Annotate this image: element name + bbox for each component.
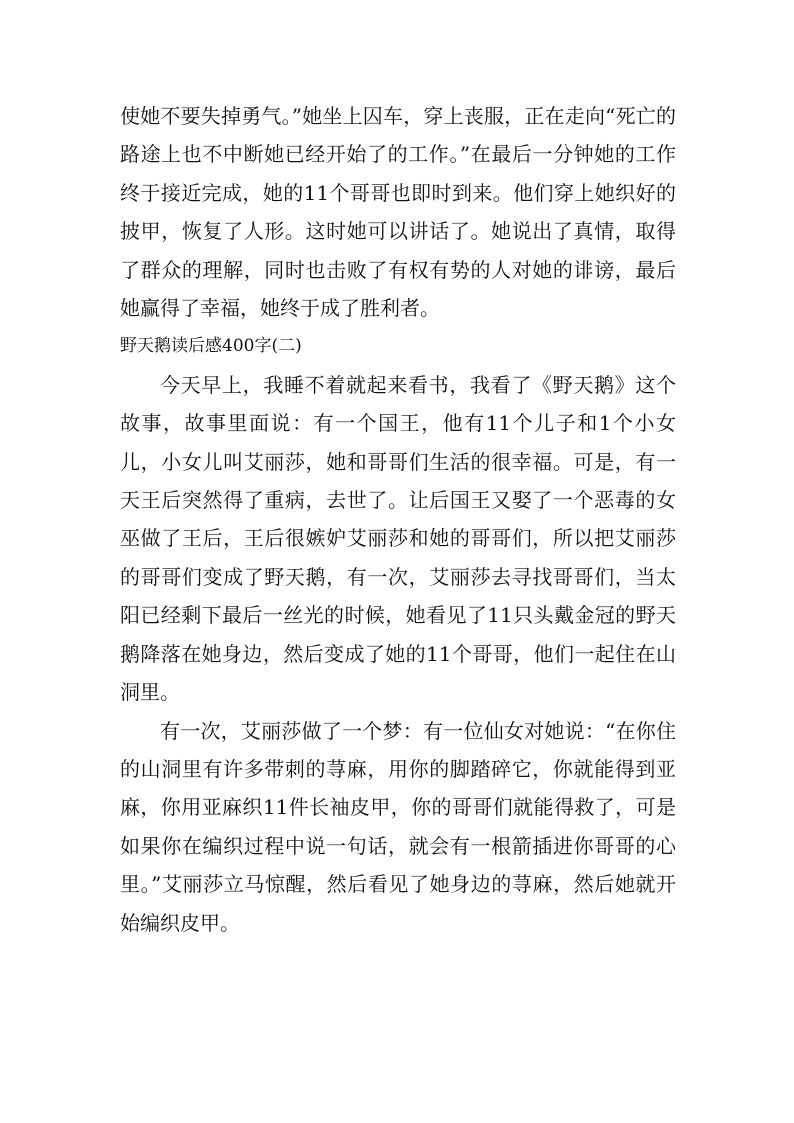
continuation-paragraph: 使她不要失掉勇气。”她坐上囚车，穿上丧服，正在走向“死亡的路途上也不中断她已经开始了的工作。”在最后一分钟她的工作终于接近完成，她的11个哥哥也即时到来。他们穿上她织好的披甲，恢复了人形。这时她可以讲话了。她说出了真情，取得了群众的理解，同时也击败了有权有势的人对她的诽谤，最后她赢得了幸福，她终于成了胜利者。 [120,104,676,321]
body-paragraph-2: 有一次，艾丽莎做了一个梦：有一位仙女对她说：“在你住的山洞里有许多带刺的荨麻，用你的脚踏碎它，你就能得到亚麻，你用亚麻织11件长袖皮甲，你的哥哥们就能得救了，可是如果你在编织过程中说一句话，就会有一根箭插进你哥哥的心里。”艾丽莎立马惊醒，然后看见了她身边的荨麻，然后她就开始编织皮甲。 [120,718,676,935]
body-paragraph-1: 今天早上，我睡不着就起来看书，我看了《野天鹅》这个故事，故事里面说：有一个国王，他有11个儿子和1个小女儿，小女儿叫艾丽莎，她和哥哥们生活的很幸福。可是，有一天王后突然得了重病，去世了。让后国王又娶了一个恶毒的女巫做了王后，王后很嫉妒艾丽莎和她的哥哥们，所以把艾丽莎的哥哥们变成了野天鹅，有一次，艾丽莎去寻找哥哥们，当太阳已经剩下最后一丝光的时候，她看见了11只头戴金冠的野天鹅降落在她身边，然后变成了她的11个哥哥，他们一起住在山洞里。 [120,372,676,705]
section-heading: 野天鹅读后感400字(二) [120,336,302,357]
document-body [120,97,676,942]
